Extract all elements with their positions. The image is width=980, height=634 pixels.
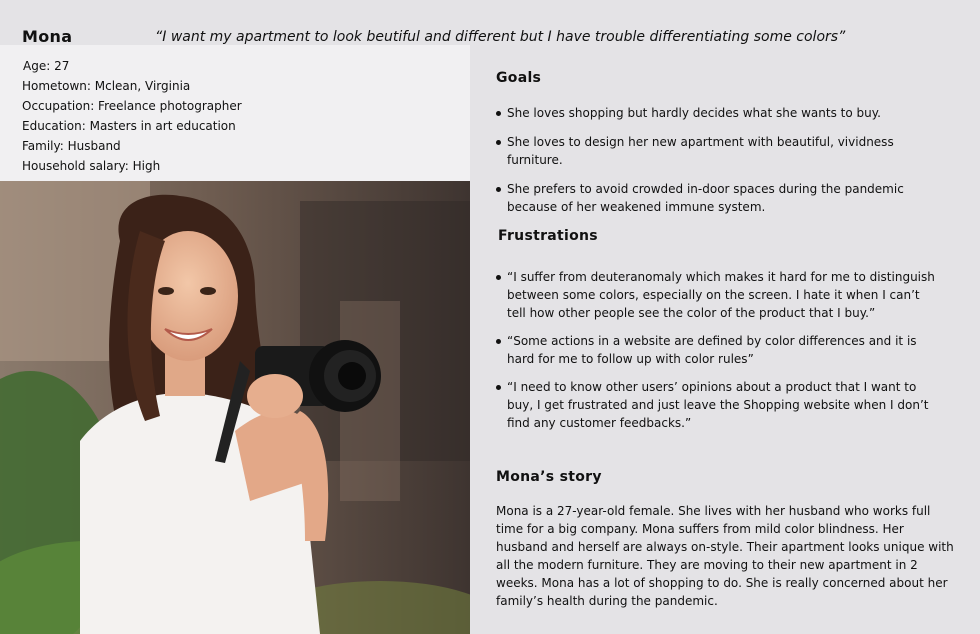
frustration-item: “I need to know other users’ opinions about a product that I want to buy, I get frustrated and just leave the Shopping website when I don’t find any customer feedbacks.” (496, 378, 937, 432)
goals-heading: Goals (496, 70, 542, 86)
persona-quote: “I want my apartment to look beutiful and different but I have trouble differentiating some colors” (155, 29, 846, 45)
goals-list (496, 104, 946, 216)
persona-name: Mona (22, 27, 73, 46)
persona-details (22, 56, 242, 176)
detail-occupation: Occupation: Freelance photographer (22, 99, 242, 113)
detail-salary: Household salary: High (22, 159, 161, 173)
frustrations-heading: Frustrations (498, 228, 598, 244)
detail-family: Family: Husband (22, 139, 121, 153)
frustration-item: “Some actions in a website are defined by color differences and it is hard for me to follow up with color rules” (496, 332, 937, 368)
goal-item: She loves to design her new apartment with beautiful, vividness furniture. (496, 133, 946, 169)
goal-item: She loves shopping but hardly decides what she wants to buy. (496, 104, 946, 122)
story-text: Mona is a 27-year-old female. She lives with her husband who works full time for a big company. Mona suffers from mild color blindness. Her husband and herself are always on-style. Their apartment looks unique with all the modern furniture. They are moving to their new apartment in 2 weeks. Mona has a lot of shopping to do. She is really concerned about her family’s health during the pandemic. (496, 504, 954, 608)
story-heading: Mona’s story (496, 469, 602, 485)
persona-photo (0, 181, 470, 634)
detail-age: Age: 27 (23, 59, 70, 73)
frustration-item: “I suffer from deuteranomaly which makes it hard for me to distinguish between some colors, especially on the screen. I hate it when I can’t tell how other people see the color of the product that I buy.” (496, 268, 937, 322)
detail-hometown: Hometown: Mclean, Virginia (22, 79, 191, 93)
detail-education: Education: Masters in art education (22, 119, 236, 133)
frustrations-list (496, 268, 946, 432)
persona-photo-illustration (0, 181, 470, 634)
goal-item: She prefers to avoid crowded in-door spaces during the pandemic because of her weakened immune system. (496, 180, 947, 216)
